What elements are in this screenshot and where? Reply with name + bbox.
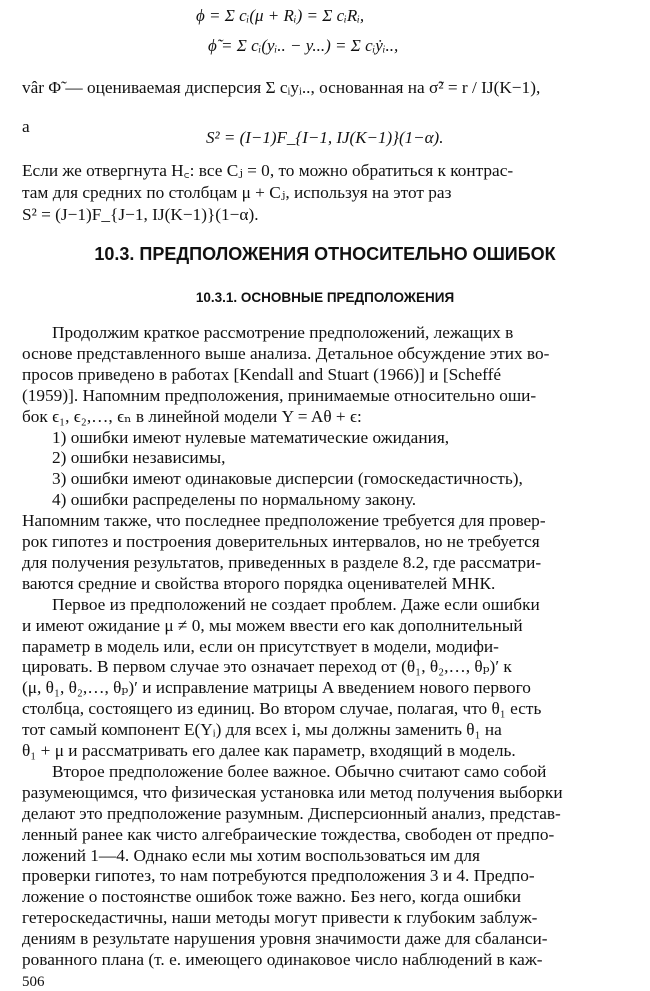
paragraph-line: ложений 1—4. Однако если мы хотим воспользоваться им для — [22, 845, 480, 865]
page-number: 506 — [22, 973, 45, 990]
paragraph-line: Второе предположение более важное. Обычно считают само собой — [52, 761, 547, 781]
paragraph-line: и имеют ожидание μ ≠ 0, мы можем ввести его как дополнительный — [22, 615, 523, 635]
paragraph-line: Если же отвергнута H꜀: все Cⱼ = 0, то можно обратиться к контрас- — [22, 161, 514, 180]
paragraph-line: ложение о постоянстве ошибок тоже важно. Без него, когда ошибки — [22, 887, 522, 907]
paragraph-line: основе представленного выше анализа. Детальное обсуждение этих во- — [22, 343, 550, 363]
formula-phi-estimate: ϕ̃ = Σ cᵢ(yᵢ.. − y...) = Σ cᵢẏᵢ.., — [208, 36, 399, 55]
paragraph-line: просов приведено в работах [Kendall and Stuart (1966)] и [Scheffé — [22, 364, 502, 384]
paragraph-line: ленный ранее как чисто алгебраические тождества, свободен от предпо- — [22, 824, 555, 844]
paragraph-line: разумеющимся, что физическая установка или метод получения выборки — [22, 782, 563, 802]
paragraph-line: столбца, состоящего из единиц. Во втором случае, полагая, что θ₁ есть — [22, 699, 542, 719]
list-item: 1) ошибки имеют нулевые математические ожидания, — [52, 427, 450, 447]
paragraph-line: Продолжим краткое рассмотрение предположений, лежащих в — [52, 323, 514, 342]
paragraph-line: (μ, θ₁, θ₂,…, θₚ)′ и исправление матрицы A введением нового первого — [22, 678, 531, 698]
formula-phi: ϕ = Σ cᵢ(μ + Rᵢ) = Σ cᵢRᵢ, — [196, 6, 365, 25]
paragraph-line: там для средних по столбцам μ + Cⱼ, используя на этот раз — [22, 183, 452, 202]
paragraph-line-overflow-b: рованного плана (т. е. имеющего одинаковое число наблюдений в каж- — [22, 950, 543, 969]
paragraph-line: (1959)]. Напомним предположения, принимаемые относительно оши- — [22, 385, 537, 405]
section-title: 10.3. ПРЕДПОЛОЖЕНИЯ ОТНОСИТЕЛЬНО ОШИБОК — [94, 244, 556, 264]
paragraph-line: гетероскедастичны, наши методы могут привести к глубоким заблуж- — [22, 908, 538, 928]
paragraph-line: параметр в модель или, если он присутствует в модели, модифи- — [22, 636, 499, 656]
paragraph-line: Напомним также, что последнее предположение требуется для провер- — [22, 511, 546, 531]
paragraph-line-overflow-a: дениям в результате нарушения уровня значимости даже для сбаланси- — [22, 929, 548, 949]
list-item: 3) ошибки имеют одинаковые дисперсии (гомоскедастичность), — [52, 469, 523, 489]
paragraph-line: ваются средние и свойства второго порядка оценивателей МНК. — [22, 573, 496, 593]
paragraph-line: делают это предположение разумным. Дисперсионный анализ, представ- — [22, 803, 561, 823]
paragraph-line: S² = (J−1)F_{J−1, IJ(K−1)}(1−α). — [22, 205, 259, 224]
paragraph-line: тот самый компонент E(Yᵢ) для всех i, мы должны заменить θ₁ на — [22, 720, 502, 740]
paragraph-line: бок ϵ₁, ϵ₂,…, ϵₙ в линейной модели Y = Aθ + ϵ: — [22, 406, 362, 426]
paragraph-line: рок гипотез и построения доверительных интервалов, но не требуется — [22, 532, 540, 551]
conjunction-a: а — [22, 117, 30, 136]
paragraph-line: проверки гипотез, то нам потребуются предположения 3 и 4. Предпо- — [22, 866, 535, 886]
paragraph-line: цировать. В первом случае это означает переход от (θ₁, θ₂,…, θₚ)′ к — [22, 657, 512, 677]
paragraph-line: Первое из предположений не создает проблем. Даже если ошибки — [52, 594, 540, 614]
paragraph-line: для получения результатов, приведенных в разделе 8.2, где рассматри- — [22, 552, 542, 572]
formula-s-squared: S² = (I−1)F_{I−1, IJ(K−1)}(1−α). — [206, 128, 444, 147]
variance-line: vâr Φ̃ — оцениваемая дисперсия Σ cᵢyᵢ.., основанная на σ̃² = r / IJ(K−1), — [22, 78, 541, 97]
list-item: 2) ошибки независимы, — [52, 448, 226, 468]
paragraph-line: θ₁ + μ и рассматривать его далее как параметр, входящий в модель. — [22, 741, 516, 760]
subsection-title: 10.3.1. ОСНОВНЫЕ ПРЕДПОЛОЖЕНИЯ — [195, 290, 455, 305]
list-item: 4) ошибки распределены по нормальному закону. — [52, 490, 417, 510]
